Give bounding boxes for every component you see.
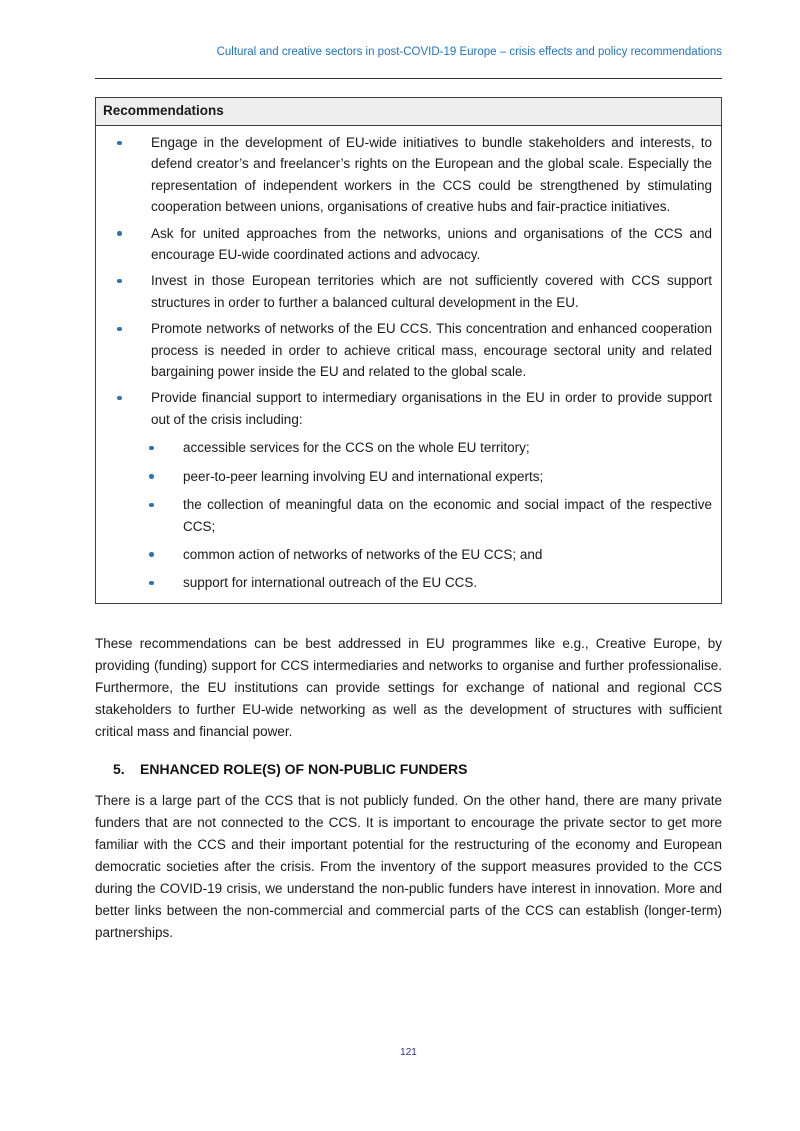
header-divider [95, 78, 722, 79]
list-item-text: accessible services for the CCS on the whole EU territory; [183, 440, 530, 456]
bullet-icon [149, 474, 154, 479]
list-item [96, 270, 712, 313]
body-paragraph-2: There is a large part of the CCS that is not publicly funded. On the other hand, there are many private funders that are not connected to the CCS. It is important to encourage the private sector to get more familiar with the CCS and their important potential for the restructuring of the economy and European democratic societies after the crisis. From the inventory of the support measures provided to the CCS during the COVID-19 crisis, we understand the non-public funders have interest in innovation. More and better links between the non-commercial and commercial parts of the CCS can establish (longer-term) partnerships. [95, 792, 722, 940]
list-item-text: Ask for united approaches from the networks, unions and organisations of the CCS and encourage EU-wide coordinated actions and advocacy. [151, 225, 712, 263]
bullet-icon [149, 581, 154, 586]
sub-list-item [96, 437, 712, 458]
list-item [96, 223, 712, 266]
list-item-text: Engage in the development of EU-wide initiatives to bundle stakeholders and interests, to defend creator’s and freelancer’s rights on the European and the global scale. Especially the representation of independent workers in the CCS could be strengthened by stimulating cooperation between unions, organisations of creative hubs and fair-practice initiatives. [151, 135, 712, 215]
list-item-text: common action of networks of networks of the EU CCS; and [183, 546, 543, 562]
list-item-text: peer-to-peer learning involving EU and international experts; [183, 468, 544, 484]
list-item-text: the collection of meaningful data on the economic and social impact of the respective CCS; [183, 497, 712, 534]
list-item [96, 387, 712, 430]
bullet-icon [149, 552, 154, 557]
bullet-icon [117, 327, 122, 332]
running-header-title: Cultural and creative sectors in post-COVID-19 Europe – crisis effects and policy recommendations [216, 46, 722, 58]
page-content [95, 0, 722, 944]
sub-list-item [96, 572, 712, 593]
recommendations-box-body [96, 126, 721, 603]
list-item-text: support for international outreach of the EU CCS. [183, 575, 478, 591]
bullet-icon [117, 279, 122, 284]
bullet-icon [149, 503, 154, 508]
sub-list-item [96, 544, 712, 565]
list-item [96, 318, 712, 382]
body-paragraph-1: These recommendations can be best addressed in EU programmes like e.g., Creative Europe, by providing (funding) support for CCS intermediaries and networks to organise and further professionalise. Furthermore, the EU institutions can provide settings for exchange of national and regional CCS stakeholders to further EU-wide networking as well as the development of structures with sufficient critical mass and financial power. [95, 635, 722, 739]
bullet-icon [117, 231, 122, 236]
section-heading [95, 760, 722, 778]
list-item-text: Promote networks of networks of the EU CCS. This concentration and enhanced cooperation process is needed in order to achieve critical mass, encourage sectoral unity and related bargaining power inside the EU and related to the global scale. [151, 321, 712, 380]
page-number: 121 [400, 1047, 417, 1058]
recommendations-box-title: Recommendations [96, 98, 721, 126]
bullet-icon [117, 396, 122, 401]
list-item-text: Provide financial support to intermediary organisations in the EU in order to provide support out of the crisis including: [151, 390, 712, 427]
section-heading-number: 5. [113, 760, 125, 777]
sub-list-item [96, 494, 712, 537]
bullet-icon [117, 141, 122, 146]
section-heading-text: ENHANCED ROLE(S) OF NON-PUBLIC FUNDERS [140, 760, 468, 777]
sub-list-item [96, 466, 712, 487]
recommendations-box [95, 97, 722, 604]
list-item [96, 132, 712, 218]
list-item-text: Invest in those European territories which are not sufficiently covered with CCS support structures in order to further a balanced cultural development in the EU. [151, 273, 712, 310]
bullet-icon [149, 446, 154, 451]
recommendations-list [96, 132, 712, 594]
